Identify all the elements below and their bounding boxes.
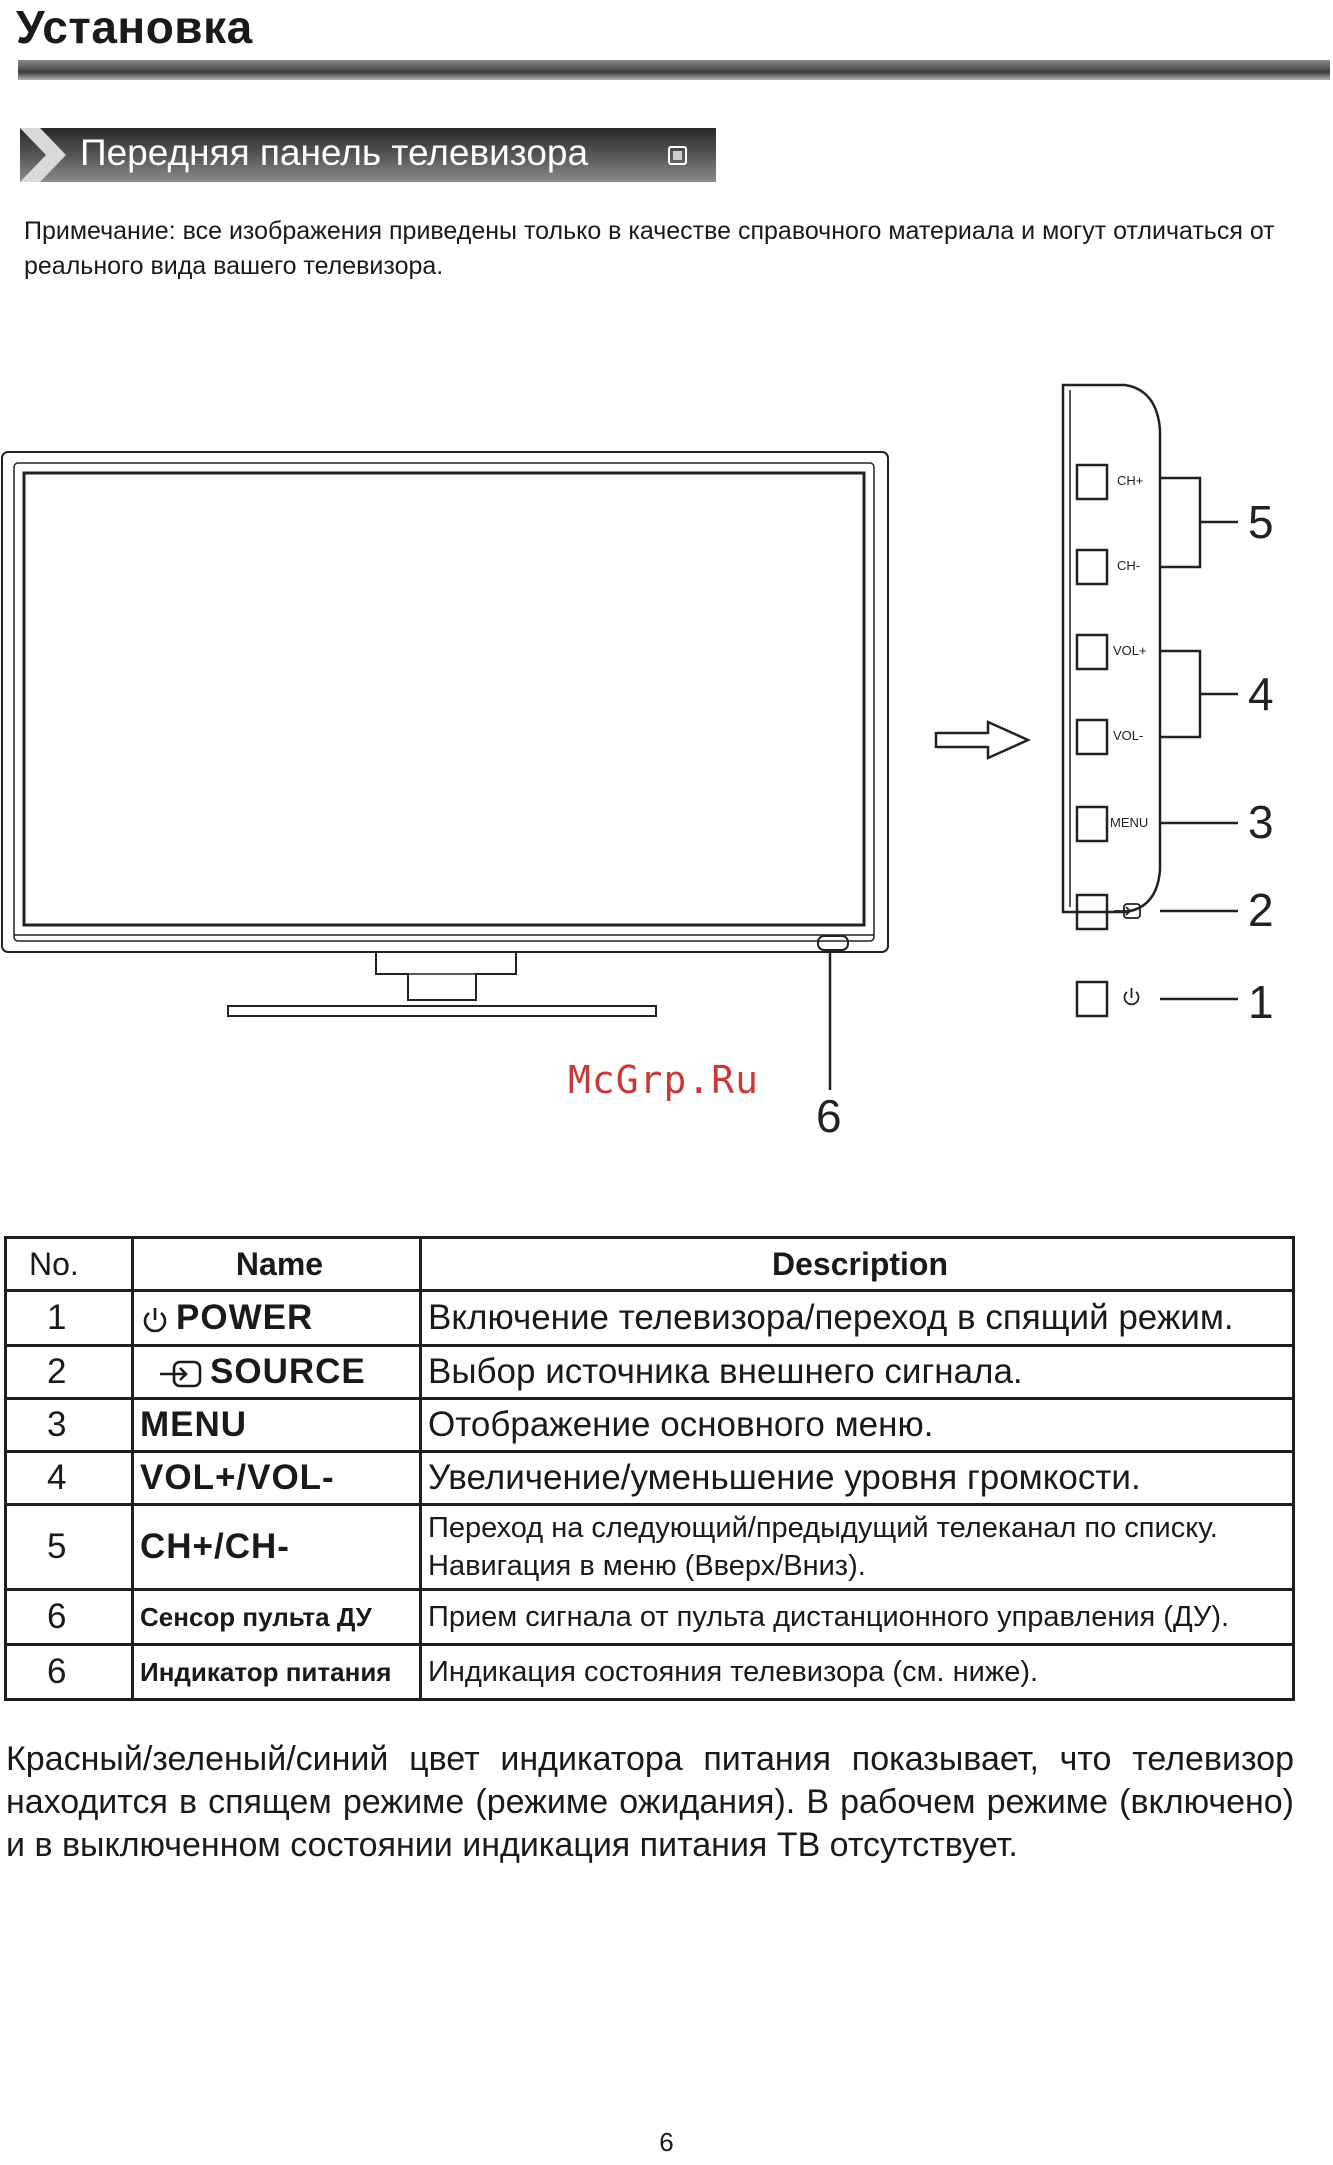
row-description: Переход на следующий/предыдущий телеканал по списку. Навигация в меню (Вверх/Вниз). [421,1505,1294,1590]
row-no: 1 [6,1291,133,1346]
vol-plus-label: VOL+ [1113,643,1147,658]
row-name-text: SOURCE [210,1352,366,1391]
menu-label: MENU [1110,815,1149,830]
page-number: 6 [659,2127,674,2157]
row-description: Выбор источника внешнего сигнала. [421,1346,1294,1399]
vol-plus-button [1077,635,1107,669]
tv-front-illustration [2,452,888,1016]
row-description: Индикация состояния телевизора (см. ниже). [421,1645,1294,1700]
power-icon [140,1305,170,1335]
callout-3: 3 [1248,796,1274,848]
callout-2: 2 [1248,884,1274,936]
header-name: Name [133,1238,421,1291]
table-row [6,1505,1294,1590]
section-banner [20,128,716,182]
row-no: 4 [6,1452,133,1505]
callout-1: 1 [1248,976,1274,1028]
header-description: Description [421,1238,1294,1291]
power-button [1077,982,1107,1016]
ch-plus-button [1077,465,1107,499]
callout-6: 6 [816,1090,842,1142]
row-no: 5 [6,1505,133,1590]
row-name: Сенсор пульта ДУ [133,1590,421,1645]
square-bullet-icon [668,146,687,165]
source-input-icon [158,1358,204,1390]
row-description: Прием сигнала от пульта дистанционного управления (ДУ). [421,1590,1294,1645]
header-no: No. [6,1238,133,1291]
vol-minus-button [1077,720,1107,754]
row-no: 3 [6,1399,133,1452]
watermark: McGrp.Ru [568,1058,760,1102]
remote-sensor-window [818,936,848,950]
arrow-right-icon [936,722,1028,758]
reference-note: Примечание: все изображения приведены только в качестве справочного материала и могут отличаться от реального вида вашего телевизора. [24,217,1275,280]
row-description: Увеличение/уменьшение уровня громкости. [421,1452,1294,1505]
table-row [6,1291,1294,1346]
row-name [133,1291,421,1346]
chevron-right-icon [20,128,72,182]
page-title: Установка [16,1,253,53]
row-name [133,1346,421,1399]
row-name-text: POWER [176,1298,314,1337]
row-description: Включение телевизора/переход в спящий режим. [421,1291,1294,1346]
row-name: VOL+/VOL- [133,1452,421,1505]
vol-minus-label: VOL- [1113,728,1144,743]
row-description: Отображение основного меню. [421,1399,1294,1452]
callout-leaders [830,478,1238,1090]
row-no: 6 [6,1590,133,1645]
source-input-icon [1114,904,1140,918]
section-title: Передняя панель телевизора [80,132,589,173]
table-row [6,1645,1294,1700]
row-no: 2 [6,1346,133,1399]
controls-table [4,1236,1295,1701]
ch-minus-label: CH- [1117,558,1141,573]
title-rule [18,60,1330,80]
callout-4: 4 [1248,668,1274,720]
row-name: CH+/CH- [133,1505,421,1590]
row-name: MENU [133,1399,421,1452]
callout-5: 5 [1248,496,1274,548]
table-header-row [6,1238,1294,1291]
ch-plus-label: CH+ [1117,473,1144,488]
power-indicator-note: Красный/зеленый/синий цвет индикатора питания показывает, что телевизор находится в спящем режиме (режиме ожидания). В рабочем режиме (включено) и в выключенном состоянии индикация питания ТВ отсутствует. [6,1740,1294,1864]
row-no: 6 [6,1645,133,1700]
table-row [6,1346,1294,1399]
table-row [6,1399,1294,1452]
menu-button [1077,807,1107,841]
row-name: Индикатор питания [133,1645,421,1700]
ch-minus-button [1077,550,1107,584]
table-row [6,1452,1294,1505]
table-row [6,1590,1294,1645]
power-icon [1125,988,1139,1004]
tv-front-panel-diagram [0,370,1333,1150]
